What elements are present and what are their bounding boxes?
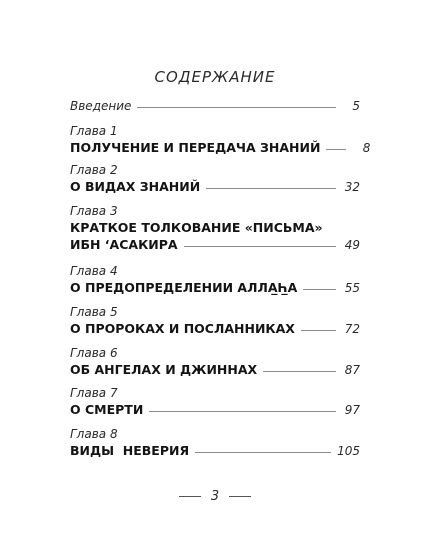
page-number: 32 xyxy=(344,180,360,194)
chapter-label: Глава 1 xyxy=(70,124,118,138)
chapter-title: О ВИДАХ ЗНАНИЙ xyxy=(70,179,201,194)
chapter-label: Глава 4 xyxy=(70,264,118,278)
leader-line xyxy=(301,330,336,331)
toc-entry-chapter-7[interactable] xyxy=(70,386,360,419)
page-number: 97 xyxy=(344,403,360,417)
chapter-label: Глава 5 xyxy=(70,305,118,319)
chapter-title-line-1: КРАТКОЕ ТОЛКОВАНИЕ «ПИСЬМА» xyxy=(70,220,323,235)
toc-entry-chapter-4[interactable] xyxy=(70,264,360,297)
chapter-label: Глава 2 xyxy=(70,163,118,177)
chapter-title-line-2: ИБН ‘АСАКИРА xyxy=(70,237,178,252)
toc-entry-chapter-6[interactable] xyxy=(70,346,360,379)
chapter-title: ВИДЫ НЕВЕРИЯ xyxy=(70,443,190,458)
chapter-title: О ПРОРОКАХ И ПОСЛАННИКАХ xyxy=(70,321,295,336)
toc-row xyxy=(70,139,371,157)
toc-entry-chapter-8[interactable] xyxy=(70,427,360,460)
footer-page-number: 3 xyxy=(210,489,220,504)
chapter-label: Глава 8 xyxy=(70,427,118,441)
toc-row xyxy=(70,98,360,114)
page-number: 87 xyxy=(344,363,360,377)
toc-row xyxy=(70,361,360,379)
toc-entry-chapter-1[interactable] xyxy=(70,124,371,157)
leader-line xyxy=(149,411,336,412)
page-footer xyxy=(0,489,430,504)
page-number: 5 xyxy=(352,99,360,113)
toc-row xyxy=(70,320,360,338)
toc-row xyxy=(70,279,360,297)
page-number: 49 xyxy=(344,238,360,252)
toc-row xyxy=(70,178,360,196)
toc-row xyxy=(70,442,360,460)
leader-line xyxy=(303,289,336,290)
chapter-title: ПОЛУЧЕНИЕ И ПЕРЕДАЧА ЗНАНИЙ xyxy=(70,140,321,155)
leader-line xyxy=(184,246,336,247)
toc-row xyxy=(70,236,360,254)
page-number: 105 xyxy=(337,444,360,458)
chapter-label: Глава 6 xyxy=(70,346,118,360)
page-number: 72 xyxy=(344,322,360,336)
toc-entry-intro[interactable] xyxy=(70,98,360,114)
chapter-label: Глава 3 xyxy=(70,204,118,218)
chapter-label: Глава 7 xyxy=(70,386,118,400)
toc-entry-chapter-5[interactable] xyxy=(70,305,360,338)
chapter-title: ОБ АНГЕЛАХ И ДЖИННАХ xyxy=(70,362,258,377)
leader-line xyxy=(195,452,331,453)
toc-row xyxy=(70,401,360,419)
leader-line xyxy=(263,371,336,372)
toc-entry-chapter-3[interactable] xyxy=(70,204,360,254)
leader-line xyxy=(326,149,346,150)
page-number: 8 xyxy=(362,141,371,155)
page-number: 55 xyxy=(344,281,360,295)
footer-rule-right xyxy=(229,496,251,497)
footer-rule-left xyxy=(179,496,201,497)
toc-entry-chapter-2[interactable] xyxy=(70,163,360,196)
leader-line xyxy=(206,188,336,189)
intro-label: Введение xyxy=(70,99,132,113)
toc-title: СОДЕРЖАНИЕ xyxy=(154,68,276,86)
leader-line xyxy=(137,107,336,108)
chapter-title: О СМЕРТИ xyxy=(70,402,144,417)
chapter-title: О ПРЕДОПРЕДЕЛЕНИИ АЛЛА̲Һ̲А xyxy=(70,280,298,295)
